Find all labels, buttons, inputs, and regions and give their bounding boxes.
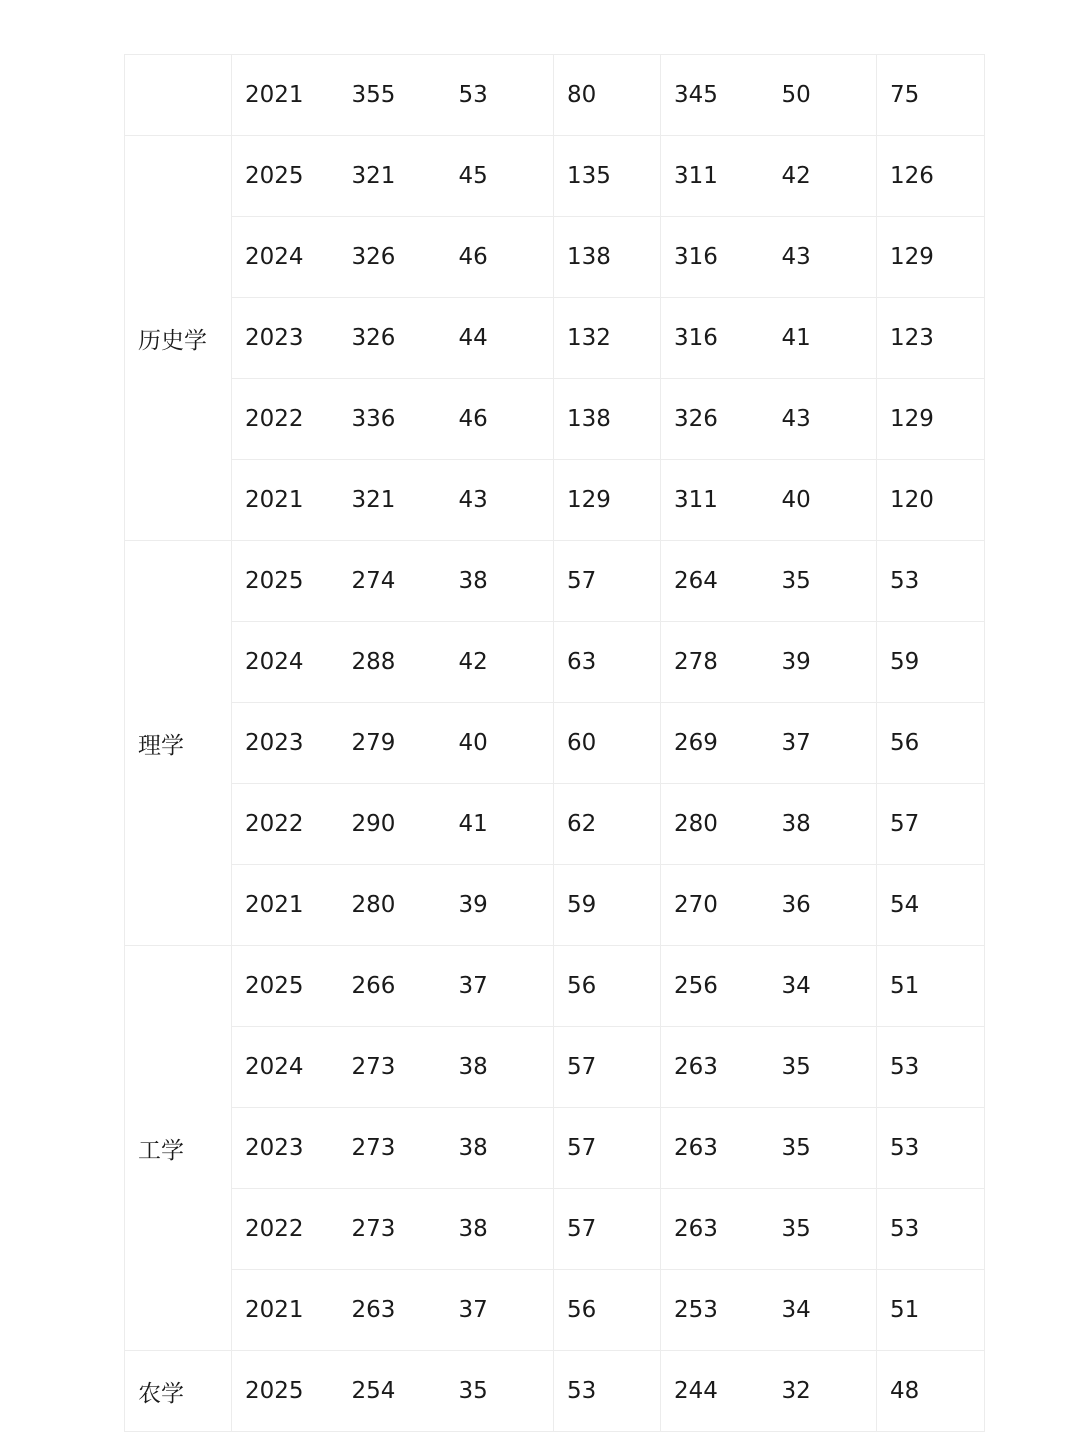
score-c-cell: 41 — [769, 298, 877, 379]
score-d-cell: 51 — [877, 946, 985, 1027]
score-c-cell: 43 — [769, 217, 877, 298]
table-row — [125, 703, 985, 784]
score-d-cell: 56 — [877, 703, 985, 784]
total-score-cell: 254 — [339, 1351, 446, 1432]
score-c-cell: 35 — [769, 1108, 877, 1189]
score-d-cell: 59 — [877, 622, 985, 703]
score-c-cell: 40 — [769, 460, 877, 541]
table-row — [125, 1189, 985, 1270]
total-score-2-cell: 311 — [661, 136, 769, 217]
score-c-cell: 37 — [769, 703, 877, 784]
total-score-2-cell: 278 — [661, 622, 769, 703]
subject-cell: 理学 — [125, 541, 232, 946]
total-score-cell: 326 — [339, 217, 446, 298]
score-c-cell: 42 — [769, 136, 877, 217]
score-d-cell: 53 — [877, 541, 985, 622]
table-row — [125, 136, 985, 217]
total-score-cell: 355 — [339, 55, 446, 136]
score-c-cell: 35 — [769, 541, 877, 622]
total-score-cell: 280 — [339, 865, 446, 946]
score-b-cell: 138 — [554, 379, 661, 460]
year-cell: 2025 — [232, 541, 339, 622]
total-score-cell: 290 — [339, 784, 446, 865]
total-score-2-cell: 263 — [661, 1189, 769, 1270]
score-b-cell: 57 — [554, 1189, 661, 1270]
score-d-cell: 53 — [877, 1189, 985, 1270]
score-d-cell: 53 — [877, 1027, 985, 1108]
score-a-cell: 43 — [446, 460, 554, 541]
score-a-cell: 53 — [446, 55, 554, 136]
year-cell: 2023 — [232, 298, 339, 379]
score-d-cell: 53 — [877, 1108, 985, 1189]
score-b-cell: 56 — [554, 946, 661, 1027]
score-b-cell: 135 — [554, 136, 661, 217]
score-a-cell: 38 — [446, 1027, 554, 1108]
total-score-2-cell: 263 — [661, 1027, 769, 1108]
score-b-cell: 60 — [554, 703, 661, 784]
total-score-2-cell: 269 — [661, 703, 769, 784]
table-row — [125, 379, 985, 460]
score-c-cell: 43 — [769, 379, 877, 460]
subject-cell — [125, 55, 232, 136]
total-score-cell: 321 — [339, 136, 446, 217]
score-a-cell: 37 — [446, 946, 554, 1027]
total-score-cell: 321 — [339, 460, 446, 541]
year-cell: 2023 — [232, 1108, 339, 1189]
year-cell: 2025 — [232, 946, 339, 1027]
score-a-cell: 45 — [446, 136, 554, 217]
total-score-cell: 279 — [339, 703, 446, 784]
score-b-cell: 57 — [554, 1108, 661, 1189]
score-b-cell: 62 — [554, 784, 661, 865]
score-d-cell: 54 — [877, 865, 985, 946]
total-score-2-cell: 345 — [661, 55, 769, 136]
score-c-cell: 39 — [769, 622, 877, 703]
total-score-2-cell: 280 — [661, 784, 769, 865]
score-a-cell: 41 — [446, 784, 554, 865]
total-score-2-cell: 311 — [661, 460, 769, 541]
score-a-cell: 38 — [446, 541, 554, 622]
table-row — [125, 298, 985, 379]
total-score-2-cell: 270 — [661, 865, 769, 946]
score-b-cell: 57 — [554, 1027, 661, 1108]
table-row — [125, 1351, 985, 1432]
score-c-cell: 35 — [769, 1189, 877, 1270]
score-a-cell: 46 — [446, 217, 554, 298]
score-c-cell: 34 — [769, 1270, 877, 1351]
score-b-cell: 138 — [554, 217, 661, 298]
score-b-cell: 132 — [554, 298, 661, 379]
total-score-cell: 273 — [339, 1027, 446, 1108]
total-score-2-cell: 326 — [661, 379, 769, 460]
score-b-cell: 56 — [554, 1270, 661, 1351]
score-b-cell: 53 — [554, 1351, 661, 1432]
score-c-cell: 34 — [769, 946, 877, 1027]
score-d-cell: 120 — [877, 460, 985, 541]
year-cell: 2022 — [232, 379, 339, 460]
score-a-cell: 38 — [446, 1108, 554, 1189]
year-cell: 2022 — [232, 1189, 339, 1270]
total-score-2-cell: 256 — [661, 946, 769, 1027]
score-b-cell: 80 — [554, 55, 661, 136]
year-cell: 2023 — [232, 703, 339, 784]
score-a-cell: 38 — [446, 1189, 554, 1270]
score-a-cell: 39 — [446, 865, 554, 946]
table-row — [125, 622, 985, 703]
score-d-cell: 57 — [877, 784, 985, 865]
score-d-cell: 51 — [877, 1270, 985, 1351]
score-b-cell: 63 — [554, 622, 661, 703]
score-d-cell: 129 — [877, 379, 985, 460]
table-row — [125, 784, 985, 865]
table-row — [125, 865, 985, 946]
year-cell: 2021 — [232, 460, 339, 541]
subject-cell: 农学 — [125, 1351, 232, 1432]
total-score-cell: 274 — [339, 541, 446, 622]
year-cell: 2025 — [232, 136, 339, 217]
year-cell: 2024 — [232, 217, 339, 298]
year-cell: 2024 — [232, 622, 339, 703]
year-cell: 2022 — [232, 784, 339, 865]
score-b-cell: 59 — [554, 865, 661, 946]
table-row — [125, 460, 985, 541]
score-d-cell: 123 — [877, 298, 985, 379]
total-score-2-cell: 264 — [661, 541, 769, 622]
score-c-cell: 36 — [769, 865, 877, 946]
table-row — [125, 55, 985, 136]
year-cell: 2021 — [232, 865, 339, 946]
score-b-cell: 57 — [554, 541, 661, 622]
score-a-cell: 35 — [446, 1351, 554, 1432]
score-d-cell: 48 — [877, 1351, 985, 1432]
score-table — [124, 54, 985, 1432]
score-a-cell: 42 — [446, 622, 554, 703]
table-row — [125, 541, 985, 622]
total-score-cell: 336 — [339, 379, 446, 460]
year-cell: 2021 — [232, 55, 339, 136]
table-row — [125, 1270, 985, 1351]
table-body — [125, 55, 985, 1432]
total-score-cell: 273 — [339, 1189, 446, 1270]
total-score-2-cell: 316 — [661, 217, 769, 298]
total-score-cell: 288 — [339, 622, 446, 703]
score-c-cell: 50 — [769, 55, 877, 136]
score-a-cell: 44 — [446, 298, 554, 379]
score-c-cell: 38 — [769, 784, 877, 865]
subject-cell: 工学 — [125, 946, 232, 1351]
total-score-2-cell: 244 — [661, 1351, 769, 1432]
table-row — [125, 1027, 985, 1108]
year-cell: 2024 — [232, 1027, 339, 1108]
table-row — [125, 946, 985, 1027]
total-score-cell: 266 — [339, 946, 446, 1027]
score-d-cell: 129 — [877, 217, 985, 298]
score-a-cell: 46 — [446, 379, 554, 460]
table-row — [125, 1108, 985, 1189]
score-d-cell: 75 — [877, 55, 985, 136]
score-b-cell: 129 — [554, 460, 661, 541]
total-score-2-cell: 263 — [661, 1108, 769, 1189]
year-cell: 2025 — [232, 1351, 339, 1432]
score-a-cell: 40 — [446, 703, 554, 784]
table-row — [125, 217, 985, 298]
subject-cell: 历史学 — [125, 136, 232, 541]
score-c-cell: 32 — [769, 1351, 877, 1432]
score-a-cell: 37 — [446, 1270, 554, 1351]
total-score-2-cell: 253 — [661, 1270, 769, 1351]
score-c-cell: 35 — [769, 1027, 877, 1108]
year-cell: 2021 — [232, 1270, 339, 1351]
total-score-cell: 263 — [339, 1270, 446, 1351]
score-d-cell: 126 — [877, 136, 985, 217]
total-score-cell: 273 — [339, 1108, 446, 1189]
total-score-cell: 326 — [339, 298, 446, 379]
total-score-2-cell: 316 — [661, 298, 769, 379]
